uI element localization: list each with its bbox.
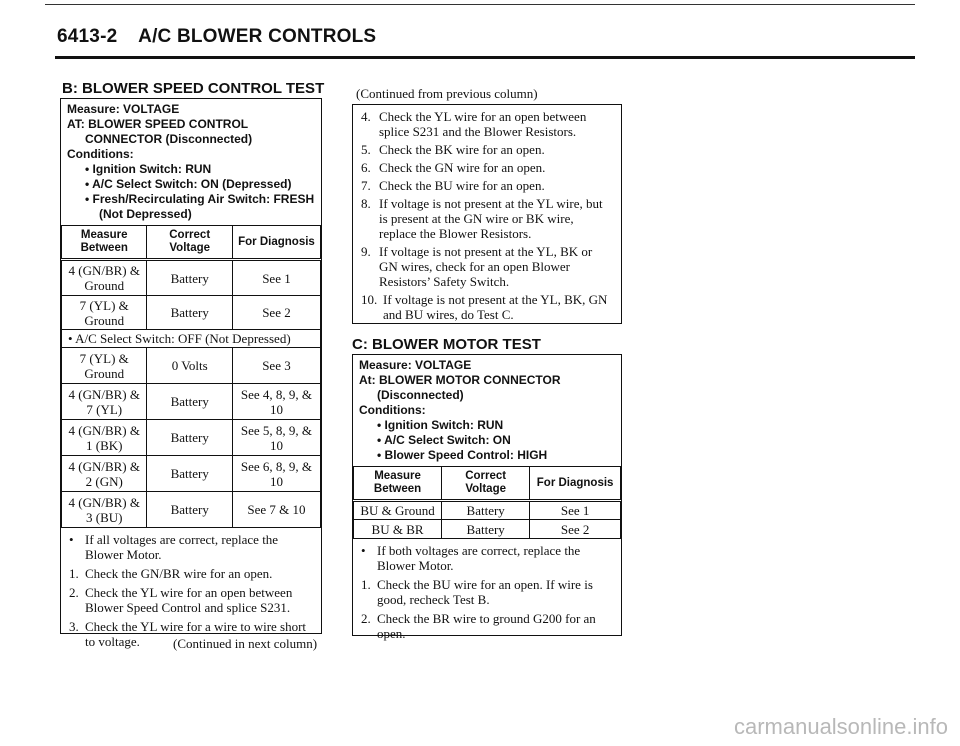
cell-measure: 7 (YL) & Ground	[62, 348, 147, 384]
cond-line: (Not Depressed)	[99, 207, 192, 221]
cond-line: • Blower Speed Control: HIGH	[377, 448, 548, 462]
note-text: Check the YL wire for an open between splice S231 and the Blower Resistors.	[379, 109, 587, 139]
note-key: 7.	[361, 178, 371, 193]
note-key: 2.	[361, 611, 371, 626]
table-row	[354, 501, 621, 520]
note-key: 4.	[361, 109, 371, 124]
note-key: 1.	[69, 566, 79, 581]
note-item	[361, 244, 613, 289]
table-header-row	[354, 467, 621, 501]
cond-line: (Disconnected)	[377, 388, 464, 402]
note-text: Check the YL wire for a wire to wire short to voltage.	[85, 619, 307, 649]
note-text: If both voltages are correct, replace the Blower Motor.	[377, 543, 581, 573]
note-item	[69, 566, 313, 581]
cell-measure: 4 (GN/BR) & 3 (BU)	[62, 492, 147, 528]
cond-line: CONNECTOR (Disconnected)	[85, 132, 253, 146]
cell-measure: 7 (YL) & Ground	[62, 296, 147, 330]
cond-line: Measure: VOLTAGE	[67, 102, 180, 116]
note-text: Check the BR wire to ground G200 for an open.	[377, 611, 596, 641]
header-measure-between: Measure Between	[62, 226, 147, 260]
cell-measure: BU & Ground	[354, 501, 442, 520]
cell-voltage: Battery	[442, 501, 530, 520]
cell-voltage: Battery	[442, 520, 530, 539]
cell-voltage: Battery	[147, 296, 232, 330]
continued-previous-column: (Continued from previous column)	[356, 86, 538, 101]
note-text: Check the BK wire for an open.	[379, 142, 545, 157]
table-row	[62, 456, 321, 492]
cell-diagnosis: See 1	[232, 260, 320, 296]
section-b-table	[61, 225, 321, 528]
cell-measure: 4 (GN/BR) & Ground	[62, 260, 147, 296]
section-c-box	[352, 354, 622, 641]
cell-measure: BU & BR	[354, 520, 442, 539]
note-key: •	[361, 543, 366, 558]
note-text: Check the BU wire for an open.	[379, 178, 545, 193]
header-for-diagnosis: For Diagnosis	[232, 226, 320, 260]
cell-diagnosis: See 7 & 10	[232, 492, 320, 528]
note-item	[361, 196, 613, 241]
cond-line: Measure: VOLTAGE	[359, 358, 472, 372]
note-key: 9.	[361, 244, 371, 259]
note-item	[361, 160, 613, 175]
note-item	[69, 585, 313, 615]
note-text: If voltage is not present at the YL, BK or GN wires, check for an open Blower Resistors’ Safety Switch.	[379, 244, 593, 289]
note-text: Check the BU wire for an open. If wire is good, recheck Test B.	[377, 577, 593, 607]
note-item	[361, 611, 613, 641]
header-correct-voltage: Correct Voltage	[147, 226, 232, 260]
note-text: Check the YL wire for an open between Blower Speed Control and splice S231.	[85, 585, 293, 615]
cond-line: • A/C Select Switch: ON (Depressed)	[85, 177, 292, 191]
cell-measure: 4 (GN/BR) & 2 (GN)	[62, 456, 147, 492]
cell-diagnosis: See 5, 8, 9, & 10	[232, 420, 320, 456]
cell-diagnosis: See 2	[530, 520, 621, 539]
note-text: Check the GN/BR wire for an open.	[85, 566, 273, 581]
note-item	[361, 577, 613, 607]
section-c-title: C: BLOWER MOTOR TEST	[352, 336, 541, 353]
header-for-diagnosis: For Diagnosis	[530, 467, 621, 501]
continued-next-column: (Continued in next column)	[173, 636, 318, 651]
note-item	[361, 109, 613, 139]
section-c-conditions	[353, 355, 621, 466]
note-item	[69, 532, 313, 562]
header-correct-voltage: Correct Voltage	[442, 467, 530, 501]
cell-voltage: Battery	[147, 456, 232, 492]
cond-line: • Ignition Switch: RUN	[85, 162, 212, 176]
cond-line: Conditions:	[67, 147, 134, 161]
section-b-continued-notes	[353, 105, 621, 324]
header-measure-between: Measure Between	[354, 467, 442, 501]
note-text: Check the GN wire for an open.	[379, 160, 546, 175]
note-item	[361, 142, 613, 157]
cell-diagnosis: See 6, 8, 9, & 10	[232, 456, 320, 492]
note-item	[361, 178, 613, 193]
cond-line: • Ignition Switch: RUN	[377, 418, 504, 432]
cond-line: • A/C Select Switch: ON	[377, 433, 511, 447]
condition-row-text: • A/C Select Switch: OFF (Not Depressed)	[62, 330, 321, 348]
note-text: If voltage is not present at the YL wire, but is present at the GN wire or BK wire, replace the Blower Resistors.	[379, 196, 603, 241]
section-b-continued-box	[352, 104, 622, 324]
note-key: 8.	[361, 196, 371, 211]
note-text: If all voltages are correct, replace the Blower Motor.	[85, 532, 279, 562]
cond-line: Conditions:	[359, 403, 426, 417]
section-b-title: B: BLOWER SPEED CONTROL TEST	[62, 80, 325, 97]
page-header	[57, 26, 376, 48]
note-key: 5.	[361, 142, 371, 157]
section-c-table	[353, 466, 621, 539]
cond-line: At: BLOWER MOTOR CONNECTOR	[359, 373, 561, 387]
cell-voltage: Battery	[147, 384, 232, 420]
table-row	[62, 348, 321, 384]
table-condition-row	[62, 330, 321, 348]
note-item	[361, 292, 613, 322]
cell-voltage: Battery	[147, 420, 232, 456]
cell-diagnosis: See 1	[530, 501, 621, 520]
header-rule	[55, 56, 915, 59]
cell-diagnosis: See 3	[232, 348, 320, 384]
section-c-notes	[353, 539, 621, 647]
note-key: 10.	[361, 292, 378, 307]
note-key: 6.	[361, 160, 371, 175]
table-row	[354, 520, 621, 539]
cond-line: AT: BLOWER SPEED CONTROL	[67, 117, 249, 131]
cell-voltage: Battery	[147, 492, 232, 528]
cell-voltage: Battery	[147, 260, 232, 296]
note-item	[361, 543, 613, 573]
section-b-conditions	[61, 99, 321, 225]
cell-diagnosis: See 2	[232, 296, 320, 330]
note-key: 2.	[69, 585, 79, 600]
table-row	[62, 296, 321, 330]
table-row	[62, 420, 321, 456]
cell-measure: 4 (GN/BR) & 7 (YL)	[62, 384, 147, 420]
top-rule	[45, 4, 915, 5]
table-row	[62, 260, 321, 296]
cond-line: • Fresh/Recirculating Air Switch: FRESH	[85, 192, 315, 206]
note-key: 3.	[69, 619, 79, 634]
cell-measure: 4 (GN/BR) & 1 (BK)	[62, 420, 147, 456]
page-title: A/C BLOWER CONTROLS	[138, 26, 377, 47]
page-number: 6413-2	[57, 26, 118, 47]
table-row	[62, 384, 321, 420]
note-key: 1.	[361, 577, 371, 592]
table-header-row	[62, 226, 321, 260]
note-text: If voltage is not present at the YL, BK, GN and BU wires, do Test C.	[383, 292, 608, 322]
cell-voltage: 0 Volts	[147, 348, 232, 384]
cell-diagnosis: See 4, 8, 9, & 10	[232, 384, 320, 420]
table-row	[62, 492, 321, 528]
note-key: •	[69, 532, 74, 547]
watermark: carmanualsonline.info	[733, 714, 948, 739]
